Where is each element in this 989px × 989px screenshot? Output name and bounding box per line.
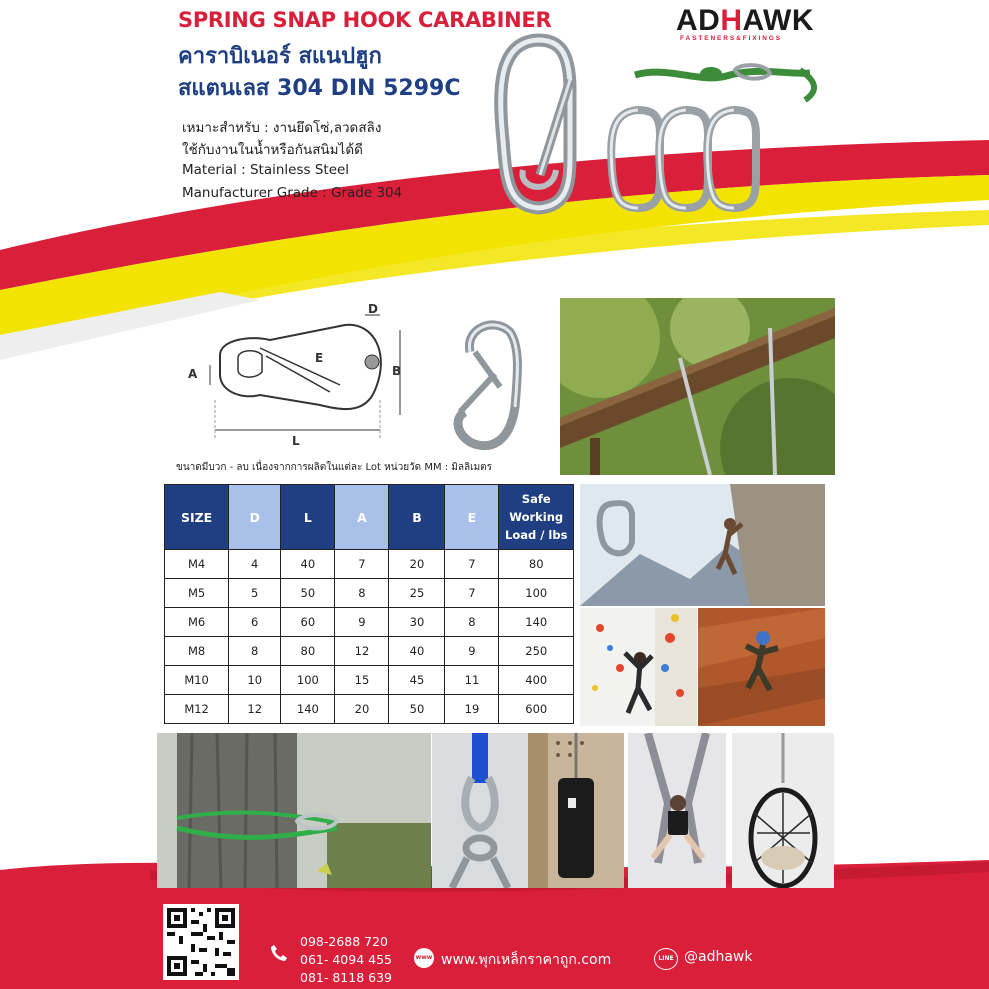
label-b: B	[392, 364, 402, 378]
cell-b: 50	[389, 695, 445, 724]
line-badge: LINE	[658, 955, 674, 962]
cell-l: 100	[281, 666, 335, 695]
cell-load: 80	[499, 550, 574, 579]
cell-b: 45	[389, 666, 445, 695]
hanging-chair-photo	[732, 733, 834, 888]
globe-icon	[414, 948, 434, 968]
cell-d: 4	[229, 550, 281, 579]
table-row	[165, 579, 574, 608]
phone-number-3[interactable]: 081- 8118 639	[300, 970, 392, 985]
cell-e: 8	[445, 608, 499, 637]
label-a: A	[188, 367, 198, 381]
table-row	[165, 550, 574, 579]
phone-number-1[interactable]: 098-2688 720	[300, 934, 389, 949]
cell-load: 600	[499, 695, 574, 724]
rock-climber-photo	[698, 608, 825, 726]
cell-b: 40	[389, 637, 445, 666]
cell-d: 10	[229, 666, 281, 695]
table-row	[165, 637, 574, 666]
title-english: SPRING SNAP HOOK CARABINER	[178, 8, 552, 32]
website-link[interactable]: www.พุกเหล็กราคาถูก.com	[441, 952, 612, 968]
cell-l: 40	[281, 550, 335, 579]
brand-tagline: FASTENERS&FIXINGS	[680, 35, 783, 42]
header-b: B	[389, 485, 445, 550]
table-header-row	[165, 485, 574, 550]
brand-logo: ADHAWK	[676, 4, 815, 37]
cell-size: M5	[165, 579, 229, 608]
swing-chain-photo	[560, 298, 835, 475]
label-l: L	[292, 434, 300, 448]
cell-size: M4	[165, 550, 229, 579]
title-thai-line-2: สแตนเลส 304 DIN 5299C	[178, 76, 461, 101]
cell-e: 19	[445, 695, 499, 724]
cell-b: 20	[389, 550, 445, 579]
measurement-note: ขนาดมีบวก - ลบ เนื่องจากการผลิตในแต่ละ Lot หน่วยวัด MM : มิลลิเมตร	[176, 462, 493, 473]
header-d: D	[229, 485, 281, 550]
cell-e: 7	[445, 579, 499, 608]
cell-a: 12	[335, 637, 389, 666]
cell-size: M12	[165, 695, 229, 724]
punching-bag-photo	[528, 733, 624, 888]
label-d: D	[368, 302, 378, 316]
cell-load: 250	[499, 637, 574, 666]
cell-e: 9	[445, 637, 499, 666]
dimension-diagram	[180, 300, 420, 450]
carabiner-set-image	[598, 100, 778, 215]
cell-d: 6	[229, 608, 281, 637]
header-l: L	[281, 485, 335, 550]
cell-d: 8	[229, 637, 281, 666]
material-line: Material : Stainless Steel	[182, 162, 350, 178]
tree-rope-photo	[157, 733, 431, 888]
usage-line-1: เหมาะสำหรับ : งานยึดโซ่,ลวดสลิง	[182, 120, 382, 136]
cell-load: 100	[499, 579, 574, 608]
table-row	[165, 666, 574, 695]
cell-size: M6	[165, 608, 229, 637]
cell-d: 5	[229, 579, 281, 608]
phone-number-2[interactable]: 061- 4094 455	[300, 952, 392, 967]
aerial-yoga-photo	[628, 733, 726, 888]
label-e: E	[315, 351, 324, 365]
carabiner-hero-image	[478, 30, 608, 220]
line-id[interactable]: @adhawk	[684, 949, 753, 965]
header-safe-working-load: Safe Working Load / lbs	[499, 485, 574, 550]
usage-line-2: ใช้กับงานในน้ำหรือกันสนิมได้ดี	[182, 142, 363, 158]
cell-size: M8	[165, 637, 229, 666]
spec-table	[164, 484, 574, 724]
table-row	[165, 695, 574, 724]
header-a: A	[335, 485, 389, 550]
cell-l: 60	[281, 608, 335, 637]
cell-a: 7	[335, 550, 389, 579]
header-size: SIZE	[165, 485, 229, 550]
cell-a: 20	[335, 695, 389, 724]
phone-icon	[270, 944, 288, 962]
carabiner-side-image	[440, 312, 540, 457]
www-badge: www	[415, 954, 433, 961]
cell-a: 9	[335, 608, 389, 637]
cell-size: M10	[165, 666, 229, 695]
cell-load: 400	[499, 666, 574, 695]
climbing-wall-photo	[580, 608, 697, 726]
header-e: E	[445, 485, 499, 550]
cell-l: 80	[281, 637, 335, 666]
chain-carabiner-photo	[432, 733, 528, 888]
title-thai-line-1: คาราบิเนอร์ สแนปฮูก	[178, 44, 382, 69]
cell-b: 30	[389, 608, 445, 637]
cell-a: 8	[335, 579, 389, 608]
cell-e: 7	[445, 550, 499, 579]
qr-code	[163, 904, 239, 980]
cell-l: 140	[281, 695, 335, 724]
cell-e: 11	[445, 666, 499, 695]
cell-l: 50	[281, 579, 335, 608]
table-row	[165, 608, 574, 637]
line-icon	[654, 948, 678, 970]
cell-b: 25	[389, 579, 445, 608]
climber-carabiner-photo	[580, 484, 825, 606]
cell-load: 140	[499, 608, 574, 637]
grade-line: Manufacturer Grade : Grade 304	[182, 185, 403, 201]
cell-a: 15	[335, 666, 389, 695]
cell-d: 12	[229, 695, 281, 724]
